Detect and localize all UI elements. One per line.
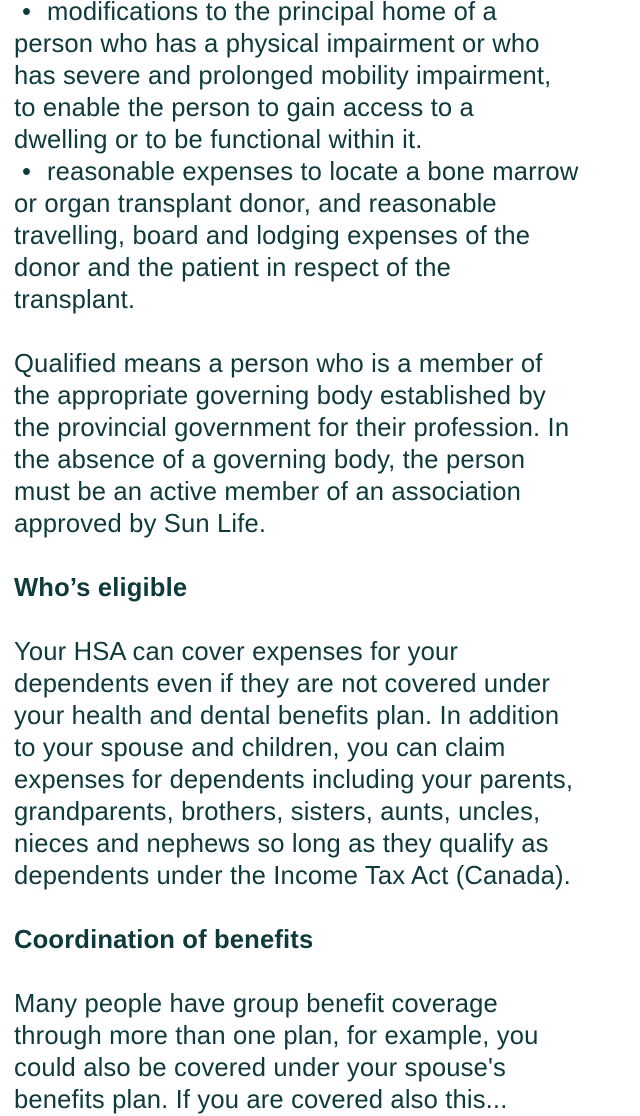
paragraph-line: benefits plan. If you are covered also this... bbox=[14, 1086, 508, 1114]
list-item-line: • reasonable expenses to locate a bone marrow bbox=[14, 156, 634, 188]
paragraph-line: could also be covered under your spouse's bbox=[14, 1054, 506, 1082]
paragraph-line: the absence of a governing body, the person bbox=[14, 446, 526, 474]
list-item-line: • modifications to the principal home of a bbox=[14, 0, 634, 28]
paragraph-line: must be an active member of an association bbox=[14, 478, 522, 506]
bullet-dot-icon: • bbox=[22, 0, 32, 26]
paragraph-line: approved by Sun Life. bbox=[14, 510, 267, 538]
paragraph-line: dependents under the Income Tax Act (Canada). bbox=[14, 862, 571, 890]
list-item bbox=[14, 156, 634, 316]
paragraph-line: to your spouse and children, you can claim bbox=[14, 734, 506, 762]
list-item-line: donor and the patient in respect of the bbox=[14, 254, 451, 282]
qualified-paragraph bbox=[14, 348, 634, 540]
paragraph-spacer bbox=[14, 892, 634, 924]
list-item-line: person who has a physical impairment or who bbox=[14, 30, 540, 58]
list-item-line: transplant. bbox=[14, 286, 136, 314]
eligible-section bbox=[14, 572, 634, 892]
paragraph-spacer bbox=[14, 540, 634, 572]
paragraph-line: nieces and nephews so long as they qualify as bbox=[14, 830, 549, 858]
paragraph-line: the provincial government for their profession. In bbox=[14, 414, 570, 442]
paragraph-line: Qualified means a person who is a member of bbox=[14, 350, 543, 378]
paragraph-line: Many people have group benefit coverage bbox=[14, 990, 498, 1018]
paragraph-line: grandparents, brothers, sisters, aunts, uncles, bbox=[14, 798, 541, 826]
list-item-line: travelling, board and lodging expenses of the bbox=[14, 222, 531, 250]
paragraph-spacer bbox=[14, 316, 634, 348]
list-item-line: has severe and prolonged mobility impairment, bbox=[14, 62, 552, 90]
section-heading: Coordination of benefits bbox=[14, 926, 314, 954]
paragraph-spacer bbox=[14, 604, 634, 636]
list-item-line: or organ transplant donor, and reasonable bbox=[14, 190, 497, 218]
section-heading: Who’s eligible bbox=[14, 574, 188, 602]
paragraph-line: through more than one plan, for example, you bbox=[14, 1022, 539, 1050]
list-item bbox=[14, 0, 634, 156]
paragraph-line: Your HSA can cover expenses for your bbox=[14, 638, 459, 666]
list-item-line: dwelling or to be functional within it. bbox=[14, 126, 423, 154]
bullet-list bbox=[14, 0, 634, 316]
list-item-line: to enable the person to gain access to a bbox=[14, 94, 474, 122]
document-body bbox=[14, 0, 634, 1116]
paragraph-line: the appropriate governing body established by bbox=[14, 382, 546, 410]
paragraph-line: your health and dental benefits plan. In addition bbox=[14, 702, 560, 730]
paragraph-spacer bbox=[14, 956, 634, 988]
paragraph-line: expenses for dependents including your parents, bbox=[14, 766, 574, 794]
bullet-dot-icon: • bbox=[22, 158, 32, 186]
coordination-section bbox=[14, 924, 634, 1116]
paragraph-line: dependents even if they are not covered under bbox=[14, 670, 551, 698]
